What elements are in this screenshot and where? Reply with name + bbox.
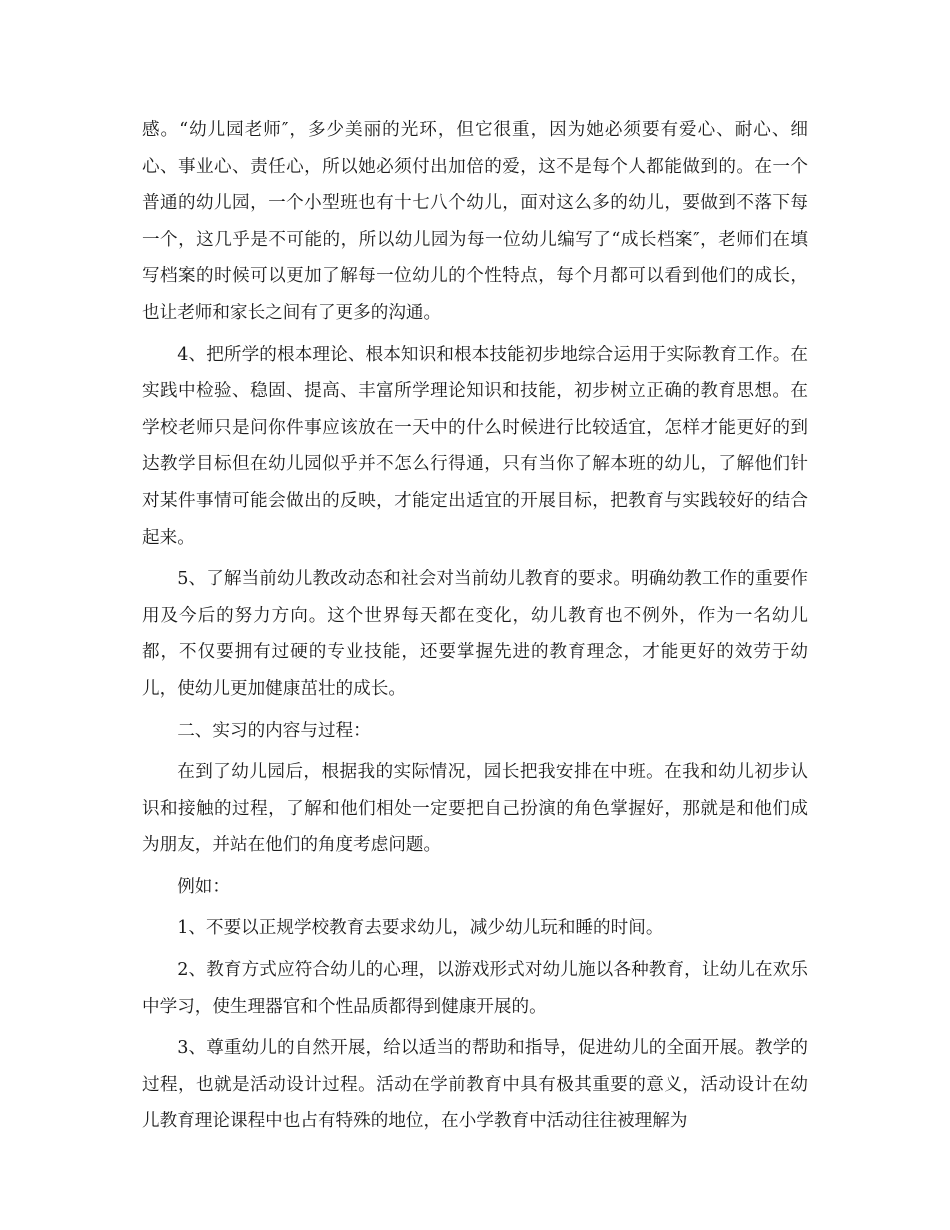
paragraph-item-5: 5、了解当前幼儿教改动态和社会对当前幼儿教育的要求。明确幼教工作的重要作用及今后的努力方向。这个世界每天都在变化，幼儿教育也不例外，作为一名幼儿都，不仅要拥有过硬的专业技能，还要掌握先进的教育理念，才能更好的效劳于幼儿，使幼儿更加健康茁壮的成长。: [142, 569, 808, 699]
paragraph-example-1: 1、不要以正规学校教育去要求幼儿，减少幼儿玩和睡的时间。: [177, 918, 664, 939]
paragraph-item-4: 4、把所学的根本理论、根本知识和根本技能初步地综合运用于实际教育工作。在实践中检验、稳固、提高、丰富所学理论知识和技能，初步树立正确的教育思想。在学校老师只是问你件事应该放在一天中的什么时候进行比较适宜，怎样才能更好的到达教学目标但在幼儿园似乎并不怎么行得通，只有当你了解本班的幼儿，了解他们针对某件事情可能会做出的反映，才能定出适宜的开展目标，把教育与实践较好的结合起来。: [142, 344, 808, 548]
paragraph-example-label: 例如：: [177, 876, 230, 897]
section-heading: 二、实习的内容与过程：: [177, 720, 371, 741]
document-page: [142, 112, 808, 1140]
paragraph-intro: 在到了幼儿园后，根据我的实际情况，园长把我安排在中班。在我和幼儿初步认识和接触的过程，了解和他们相处一定要把自己扮演的角色掌握好，那就是和他们成为朋友，并站在他们的角度考虑问题。: [142, 762, 808, 856]
paragraph-example-2: 2、教育方式应符合幼儿的心理，以游戏形式对幼儿施以各种教育，让幼儿在欢乐中学习，使生理器官和个性品质都得到健康开展的。: [142, 960, 808, 1017]
paragraph-continuation: 感。“幼儿园老师″，多少美丽的光环，但它很重，因为她必须要有爱心、耐心、细心、事业心、责任心，所以她必须付出加倍的爱，这不是每个人都能做到的。在一个普通的幼儿园，一个小型班也有十七八个幼儿，面对这么多的幼儿，要做到不落下每一个，这几乎是不可能的，所以幼儿园为每一位幼儿编写了“成长档案″，老师们在填写档案的时候可以更加了解每一位幼儿的个性特点，每个月都可以看到他们的成长，也让老师和家长之间有了更多的沟通。: [142, 120, 808, 323]
paragraph-example-3: 3、尊重幼儿的自然开展，给以适当的帮助和指导，促进幼儿的全面开展。教学的过程，也就是活动设计过程。活动在学前教育中具有极其重要的意义，活动设计在幼儿教育理论课程中也占有特殊的地位，在小学教育中活动往往被理解为: [142, 1038, 808, 1132]
